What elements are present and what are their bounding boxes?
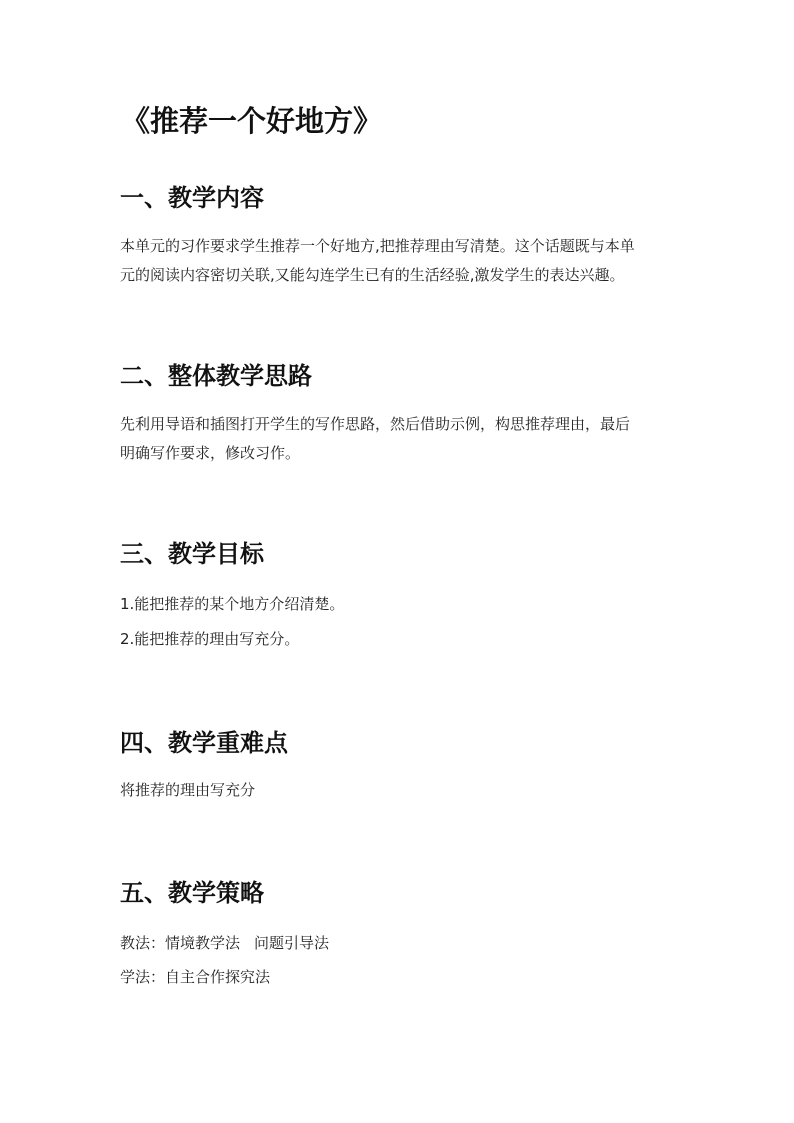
section-heading-teaching-content: 一、教学内容 — [120, 184, 264, 212]
teaching-method-1: 情境教学法 — [165, 934, 241, 952]
teaching-method-2: 问题引导法 — [254, 934, 330, 952]
objective-item-2: 2.能把推荐的理由写充分。 — [120, 630, 300, 648]
section-heading-teaching-strategies: 五、教学策略 — [120, 879, 264, 907]
section-1-line-2: 元的阅读内容密切关联,又能勾连学生已有的生活经验,激发学生的表达兴趣。 — [120, 266, 625, 284]
section-heading-key-difficulties: 四、教学重难点 — [120, 729, 288, 757]
section-heading-teaching-objectives: 三、教学目标 — [120, 540, 264, 568]
objective-item-1: 1.能把推荐的某个地方介绍清楚。 — [120, 595, 345, 613]
section-4-line-1: 将推荐的理由写充分 — [120, 781, 256, 799]
section-2-line-1: 先利用导语和插图打开学生的写作思路，然后借助示例，构思推荐理由，最后 — [120, 415, 631, 433]
teaching-method-line — [120, 933, 329, 953]
section-1-line-1: 本单元的习作要求学生推荐一个好地方,把推荐理由写清楚。这个话题既与本单 — [120, 237, 635, 255]
document-title: 《推荐一个好地方》 — [121, 104, 383, 138]
teaching-method-label: 教法： — [120, 934, 166, 952]
section-2-line-2: 明确写作要求，修改习作。 — [120, 444, 301, 462]
learning-method-line — [120, 967, 270, 987]
section-heading-teaching-approach: 二、整体教学思路 — [120, 362, 312, 390]
learning-method-label: 学法： — [120, 968, 166, 986]
learning-method: 自主合作探究法 — [165, 968, 271, 986]
